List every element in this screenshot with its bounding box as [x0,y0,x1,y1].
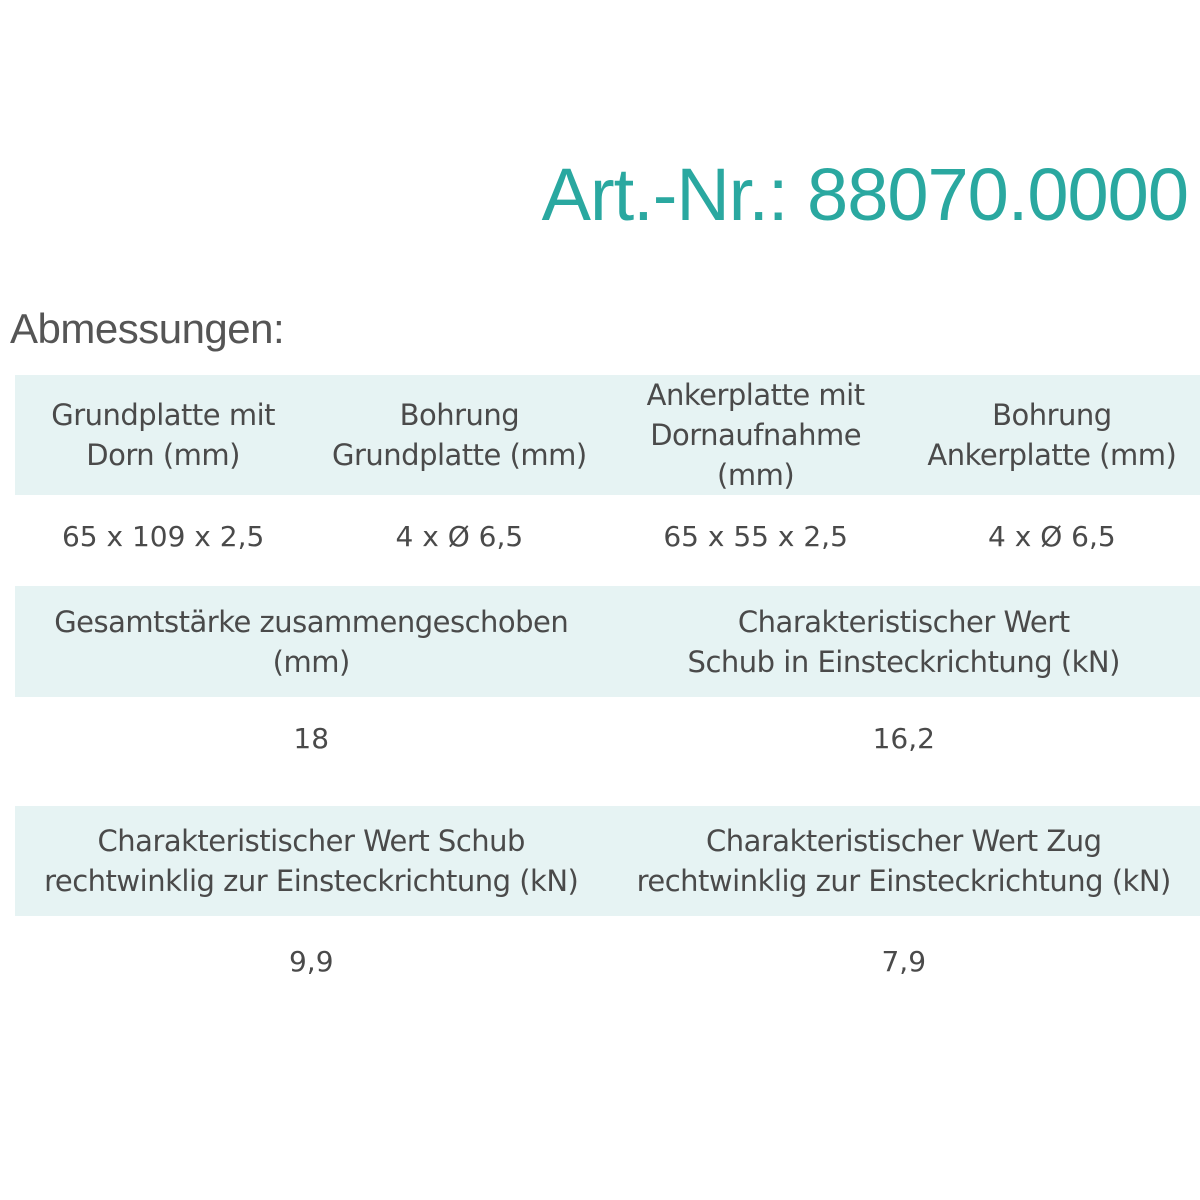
table-value-row [15,495,1200,577]
header-line: Bohrung [992,398,1112,432]
header-line: Gesamtstärke zusammengeschoben [54,604,569,639]
dimensions-table [15,375,1200,577]
value-ankerplatte: 65 x 55 x 2,5 [608,495,904,577]
table-header-row [15,375,1200,495]
header-line: Charakteristischer Wert [737,604,1070,639]
header-grundplatte [15,375,311,495]
header-ankerplatte [608,375,904,495]
header-line: Dornaufnahme (mm) [650,418,862,492]
header-line: Charakteristischer Wert Zug [705,824,1102,858]
header-bohrung-grundplatte [311,375,607,495]
thickness-shear-table [15,586,1200,779]
value-gesamtstaerke: 18 [15,697,608,779]
value-bohrung-ankerplatte: 4 x Ø 6,5 [904,495,1200,577]
header-line: Dorn (mm) [86,438,240,472]
header-schub-rechtwinklig [15,806,608,916]
header-bohrung-ankerplatte [904,375,1200,495]
table-value-row [15,697,1200,779]
value-bohrung-grundplatte: 4 x Ø 6,5 [311,495,607,577]
header-schub-einsteckrichtung [608,586,1200,697]
header-line: Ankerplatte mit [646,378,865,412]
table-header-row [15,586,1200,697]
header-zug-rechtwinklig [608,806,1200,916]
table-value-row [15,916,1200,1006]
table-header-row [15,806,1200,916]
header-line: Bohrung [399,398,520,432]
header-line: Grundplatte mit [51,398,276,432]
value-schub-einsteckrichtung: 16,2 [608,697,1200,779]
value-schub-rechtwinklig: 9,9 [15,916,608,1006]
header-line: Grundplatte (mm) [332,438,587,472]
value-grundplatte: 65 x 109 x 2,5 [15,495,311,577]
header-line: (mm) [272,644,350,679]
header-line: Schub in Einsteckrichtung (kN) [687,644,1120,679]
header-gesamtstaerke [15,586,608,697]
header-line: Charakteristischer Wert Schub [97,824,525,858]
header-line: rechtwinklig zur Einsteckrichtung (kN) [636,864,1171,898]
header-line: rechtwinklig zur Einsteckrichtung (kN) [44,864,579,898]
article-number: Art.-Nr.: 88070.0000 [541,153,1188,236]
value-zug-rechtwinklig: 7,9 [608,916,1200,1006]
dimensions-heading: Abmessungen: [10,305,285,352]
perpendicular-loads-table [15,806,1200,1006]
header-line: Ankerplatte (mm) [927,438,1177,472]
